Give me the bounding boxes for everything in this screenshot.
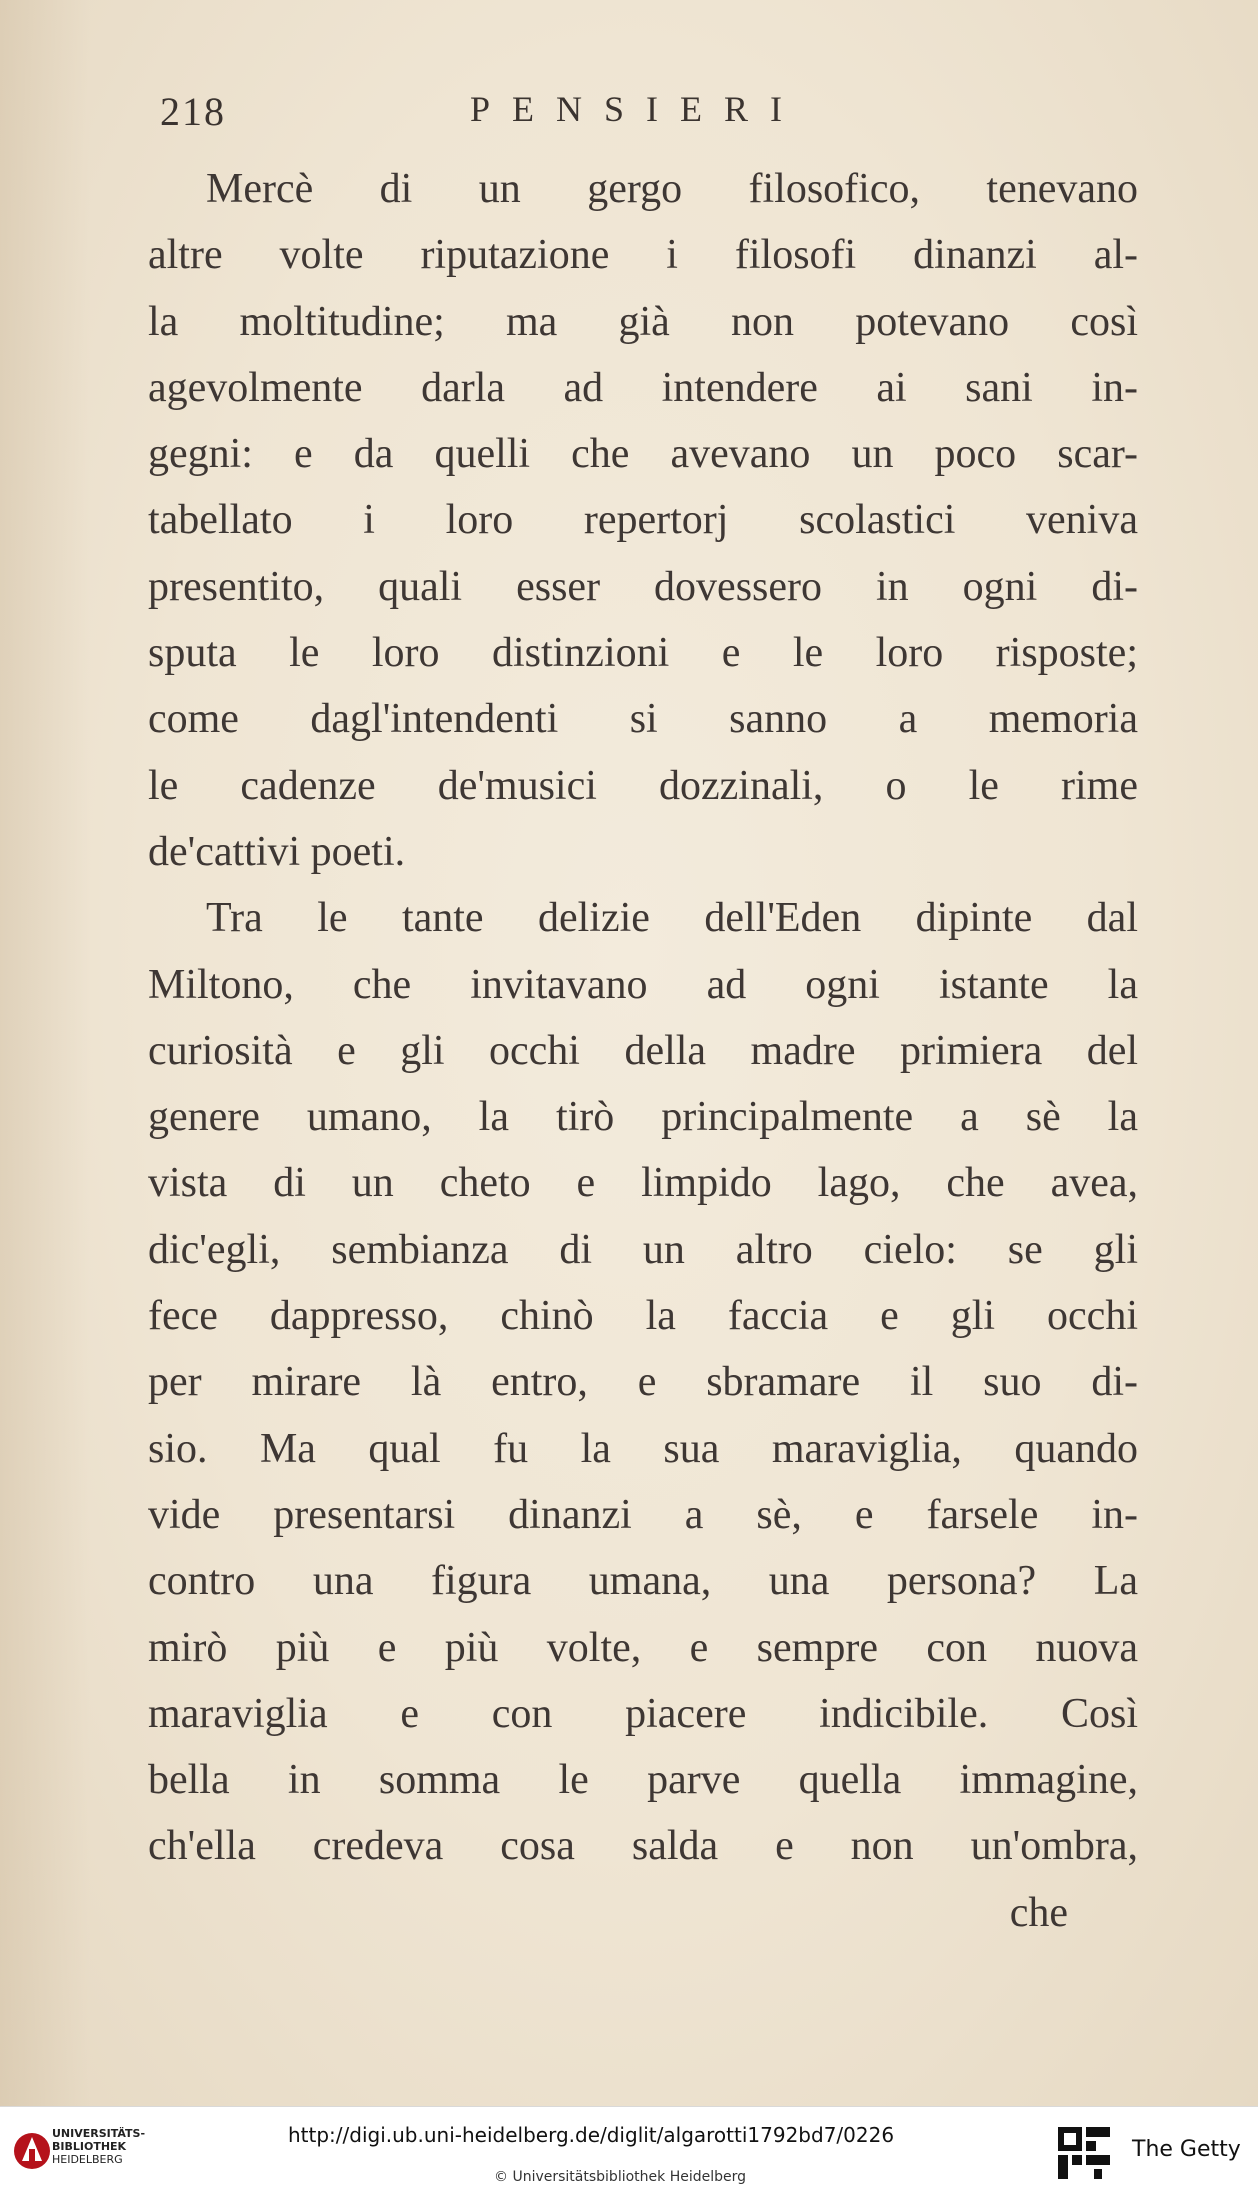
university-name-line: BIBLIOTHEK xyxy=(52,2140,127,2153)
text-line: bella in somma le parve quella immagine, xyxy=(148,1757,1138,1804)
text-line: tabellato i loro repertorj scolastici veniva xyxy=(148,497,1138,544)
catchword: che xyxy=(1009,1889,1068,1936)
text-line: de'cattivi poeti. xyxy=(148,828,406,875)
text-line: Mercè di un gergo filosofico, tenevano xyxy=(206,166,1138,212)
page-edge-shading xyxy=(0,0,90,2106)
text-line: gegni: e da quelli che avevano un poco scar- xyxy=(148,431,1138,478)
university-name-line: UNIVERSITÄTS- xyxy=(52,2127,146,2140)
copyright-notice: © Universitätsbibliothek Heidelberg xyxy=(494,2169,747,2185)
text-line: contro una figura umana, una persona? La xyxy=(148,1558,1138,1605)
text-line: le cadenze de'musici dozzinali, o le rime xyxy=(148,762,1138,809)
partner-name: The Getty xyxy=(1132,2137,1241,2162)
text-line: mirò più e più volte, e sempre con nuova xyxy=(148,1624,1138,1671)
text-line: dic'egli, sembianza di un altro cielo: se gli xyxy=(148,1226,1138,1273)
permalink-url[interactable]: http://digi.ub.uni-heidelberg.de/diglit/algarotti1792bd7/0226 xyxy=(288,2123,895,2147)
text-line: sio. Ma qual fu la sua maraviglia, quando xyxy=(148,1425,1138,1472)
university-name xyxy=(52,2127,145,2166)
text-line: Tra le tante delizie dell'Eden dipinte dal xyxy=(206,895,1138,942)
text-line: fece dappresso, chinò la faccia e gli occhi xyxy=(148,1293,1138,1340)
text-line: vista di un cheto e limpido lago, che avea, xyxy=(148,1160,1138,1207)
text-line: come dagl'intendenti si sanno a memoria xyxy=(148,696,1138,743)
page-header xyxy=(160,88,1160,148)
text-line: per mirare là entro, e sbramare il suo di- xyxy=(148,1359,1138,1406)
text-line: altre volte riputazione i filosofi dinanzi al- xyxy=(148,232,1138,279)
viewer-footer xyxy=(0,2106,1258,2197)
page-number: 218 xyxy=(160,89,226,134)
text-line: ch'ella credeva cosa salda e non un'ombra, xyxy=(148,1823,1138,1870)
text-line: presentito, quali esser dovessero in ogni di- xyxy=(148,563,1138,610)
text-line: Miltono, che invitavano ad ogni istante la xyxy=(148,961,1138,1008)
body-text xyxy=(148,156,1138,1946)
text-line: agevolmente darla ad intendere ai sani in- xyxy=(148,364,1138,411)
text-line: genere umano, la tirò principalmente a sè la xyxy=(148,1094,1138,1141)
running-head: PENSIERI xyxy=(470,89,805,129)
text-line: maraviglia e con piacere indicibile. Così xyxy=(148,1690,1138,1737)
university-name-line: HEIDELBERG xyxy=(52,2153,123,2166)
text-line: sputa le loro distinzioni e le loro risposte; xyxy=(148,630,1138,677)
getty-logo-icon[interactable] xyxy=(1056,2125,1112,2181)
text-line: la moltitudine; ma già non potevano così xyxy=(148,298,1138,345)
text-line: curiosità e gli occhi della madre primiera del xyxy=(148,1027,1138,1074)
text-line: vide presentarsi dinanzi a sè, e farsele in- xyxy=(148,1491,1138,1538)
